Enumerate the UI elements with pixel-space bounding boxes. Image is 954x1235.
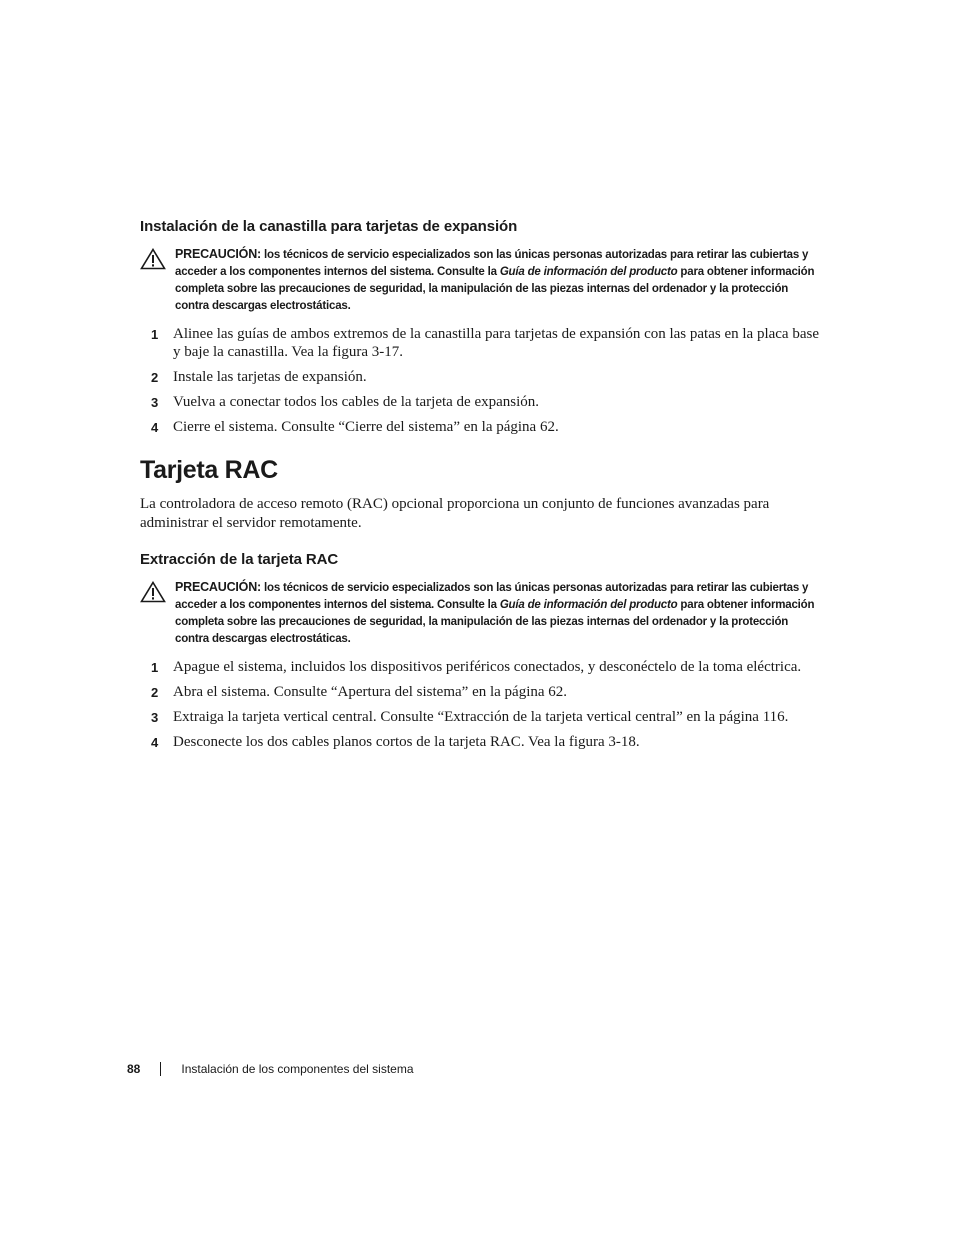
- chapter-title: Instalación de los componentes del sistema: [181, 1062, 414, 1076]
- page-number: 88: [127, 1062, 141, 1076]
- caution-body-end: para obtener información completa sobre las precauciones de seguridad, la manipulación de las piezas internas del ordenador y la protección contra descargas electrostáticas.: [175, 599, 815, 645]
- section-heading: Extracción de la tarjeta RAC: [140, 551, 339, 568]
- step-text: Vuelva a conectar todos los cables de la tarjeta de expansión.: [173, 394, 540, 410]
- caution-notice: [140, 246, 820, 315]
- page-title: Tarjeta RAC: [140, 456, 278, 484]
- warning-triangle-icon: [140, 248, 166, 270]
- step-text: Apague el sistema, incluidos los dispositivos periféricos conectados, y desconéctelo de la toma eléctrica.: [173, 659, 802, 675]
- caution-guide-title: Guía de información del producto: [499, 599, 678, 611]
- step-number: 3: [151, 710, 159, 725]
- step-number: 3: [151, 395, 159, 410]
- step-number: 1: [151, 327, 159, 342]
- caution-label: PRECAUCIÓN:: [175, 580, 261, 594]
- step-number: 2: [151, 685, 159, 700]
- step-number: 2: [151, 370, 159, 385]
- intro-paragraph: La controladora de acceso remoto (RAC) opcional proporciona un conjunto de funciones avanzadas para administrar el servidor remotamente.: [140, 496, 770, 531]
- step-text: Instale las tarjetas de expansión.: [173, 369, 367, 385]
- list-item: [140, 658, 820, 676]
- list-item: [140, 325, 820, 361]
- step-text: Alinee las guías de ambos extremos de la canastilla para tarjetas de expansión con las patas en la placa base y baje la canastilla. Vea la figura 3-17.: [173, 326, 819, 360]
- steps-list: [140, 658, 820, 751]
- caution-label: PRECAUCIÓN:: [175, 247, 261, 261]
- step-text: Extraiga la tarjeta vertical central. Consulte “Extracción de la tarjeta vertical central” en la página 116.: [173, 709, 789, 725]
- list-item: [140, 683, 820, 701]
- footer-divider: [160, 1062, 161, 1076]
- step-text: Cierre el sistema. Consulte “Cierre del sistema” en la página 62.: [173, 419, 559, 435]
- list-item: [140, 708, 820, 726]
- caution-text: [175, 579, 820, 648]
- warning-triangle-icon: [140, 581, 166, 603]
- step-number: 1: [151, 660, 159, 675]
- list-item: [140, 418, 820, 436]
- step-text: Desconecte los dos cables planos cortos de la tarjeta RAC. Vea la figura 3-18.: [173, 734, 640, 750]
- list-item: [140, 733, 820, 751]
- caution-text: [175, 246, 820, 315]
- caution-body: los técnicos de servicio especializados son las únicas personas autorizadas para retirar las cubiertas y acceder a los componentes internos del sistema. Consulte la: [175, 249, 809, 278]
- list-item: [140, 368, 820, 386]
- section-heading: Instalación de la canastilla para tarjetas de expansión: [140, 218, 518, 235]
- caution-body: los técnicos de servicio especializados son las únicas personas autorizadas para retirar las cubiertas y acceder a los componentes internos del sistema. Consulte la: [175, 582, 809, 611]
- step-number: 4: [151, 420, 159, 435]
- step-text: Abra el sistema. Consulte “Apertura del sistema” en la página 62.: [173, 684, 568, 700]
- steps-list: [140, 325, 820, 436]
- step-number: 4: [151, 735, 159, 750]
- section-rac-card: [140, 456, 820, 758]
- page-footer: [127, 1062, 414, 1076]
- caution-body-end: para obtener información completa sobre las precauciones de seguridad, la manipulación de las piezas internas del ordenador y la protección contra descargas electrostáticas.: [175, 266, 815, 312]
- caution-guide-title: Guía de información del producto: [499, 266, 678, 278]
- caution-notice: [140, 579, 820, 648]
- section-expansion-cage: [140, 218, 820, 443]
- list-item: [140, 393, 820, 411]
